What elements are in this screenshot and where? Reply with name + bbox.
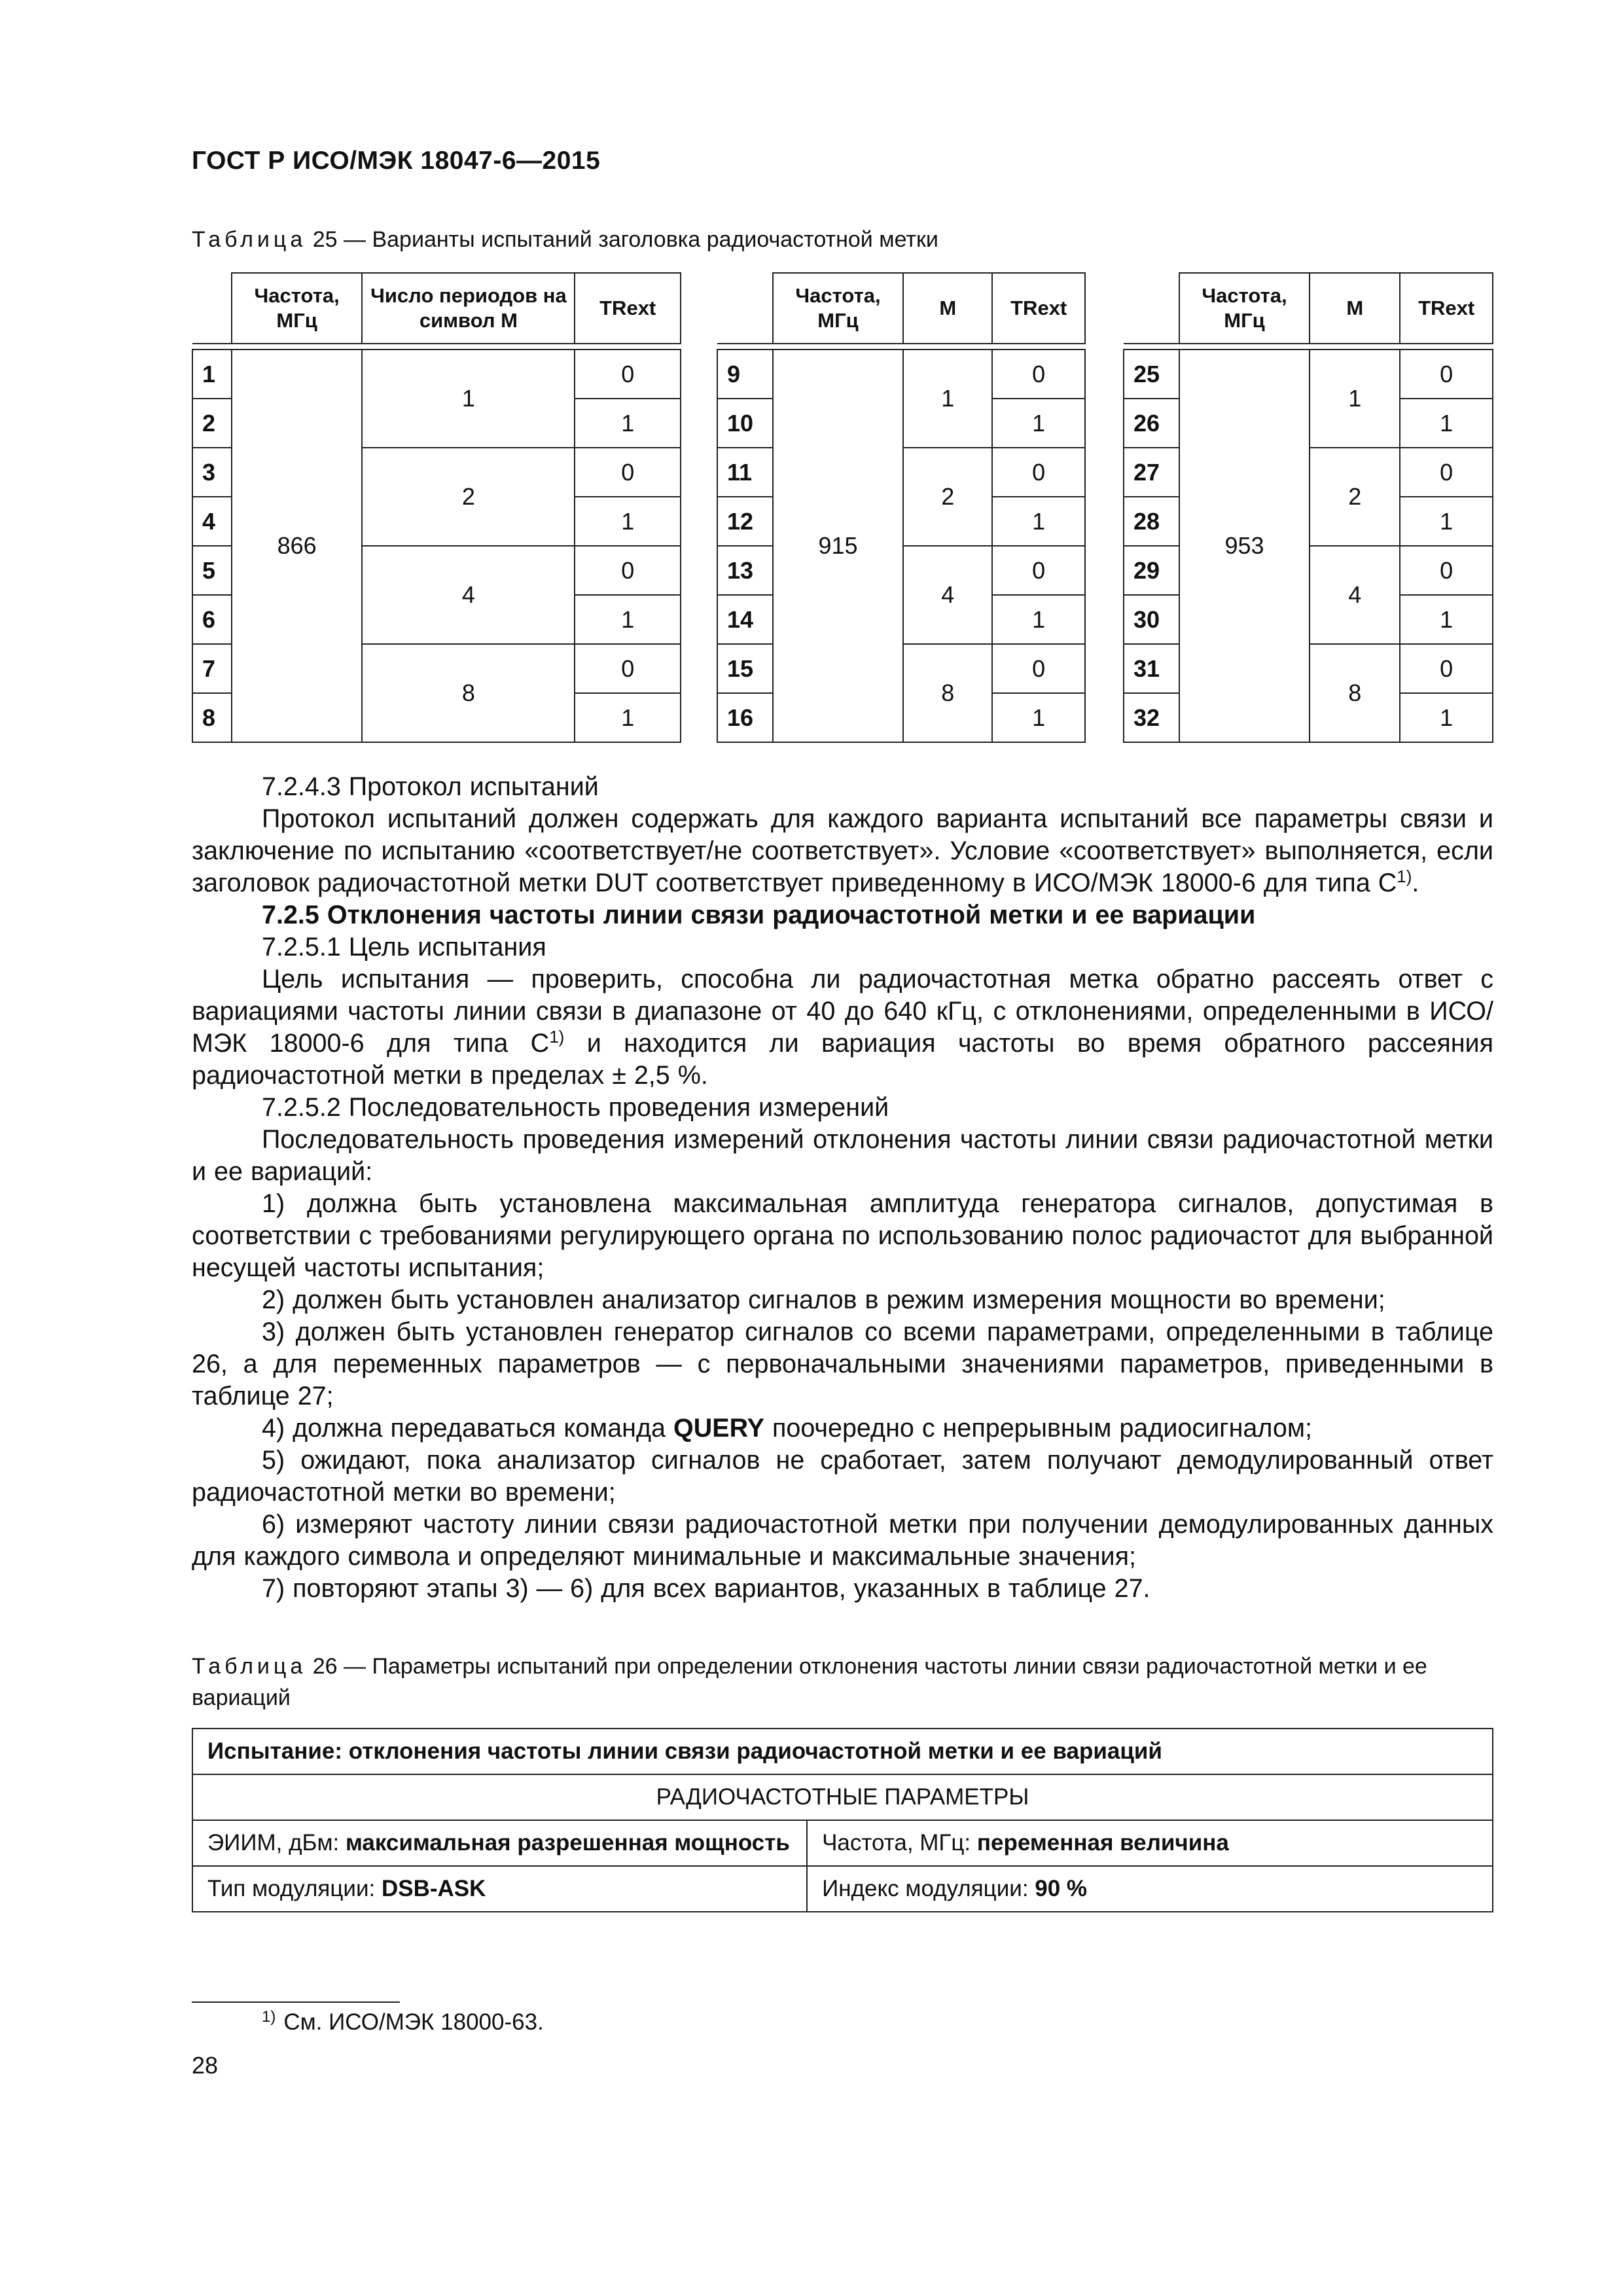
frequency-value: 953 (1179, 350, 1310, 742)
variant-number: 28 (1124, 497, 1179, 546)
section-7-2-5-title: 7.2.5 Отклонения частоты линии связи радиочастотной метки и ее вариации (262, 901, 1256, 929)
modulation-index-cell: Индекс модуляции: 90 % (807, 1866, 1493, 1912)
m-value: 1 (1310, 350, 1400, 448)
table-25-block-1 (192, 272, 681, 743)
m-value: 4 (903, 546, 992, 644)
footnote: $^{1)}$ См. ИСО/МЭК 18000-63. (262, 2008, 544, 2035)
variant-number: 15 (717, 644, 773, 693)
m-value: 4 (1310, 546, 1400, 644)
trext-value: 0 (992, 644, 1085, 693)
section-7-2-5-2-intro: Последовательность проведения измерений отклонения частоты линии связи радиочастотной метки и ее вариаций: (192, 1125, 1493, 1186)
trext-value: 1 (575, 595, 681, 644)
trext-value: 0 (575, 644, 681, 693)
header-trext: TRext (992, 273, 1085, 344)
variant-number: 29 (1124, 546, 1179, 595)
trext-value: 0 (1400, 546, 1493, 595)
trext-value: 1 (992, 693, 1085, 742)
variant-number: 7 (192, 644, 232, 693)
variant-number: 31 (1124, 644, 1179, 693)
footnote-ref: 1) (1397, 867, 1412, 886)
trext-value: 1 (1400, 595, 1493, 644)
variant-number: 14 (717, 595, 773, 644)
section-7-2-5-2-title: 7.2.5.2 Последовательность проведения измерений (262, 1093, 889, 1122)
trext-value: 1 (1400, 693, 1493, 742)
variant-number: 26 (1124, 399, 1179, 448)
frequency-value: 915 (773, 350, 903, 742)
document-header: ГОСТ Р ИСО/МЭК 18047-6—2015 (192, 147, 601, 175)
modulation-type-cell: Тип модуляции: DSB-ASK (192, 1866, 807, 1912)
variant-number: 9 (717, 350, 773, 399)
eirp-cell: ЭИИМ, дБм: максимальная разрешенная мощность (192, 1820, 807, 1866)
step-1: 1) должна быть установлена максимальная амплитуда генератора сигналов, допустимая в соответствии с требованиями регулирующего органа по использованию полос радиочастот для выбранной несущей частоты испытания; (192, 1189, 1493, 1282)
variant-number: 30 (1124, 595, 1179, 644)
variant-number: 3 (192, 448, 232, 497)
header-periods-per-symbol: Число периодов на символ М (362, 273, 575, 344)
table-26-title-row: Испытание: отклонения частоты линии связи радиочастотной метки и ее вариаций (192, 1729, 1493, 1774)
m-value: 4 (362, 546, 575, 644)
footnote-ref: 1) (549, 1027, 565, 1047)
variant-number: 32 (1124, 693, 1179, 742)
step-2: 2) должен быть установлен анализатор сигналов в режим измерения мощности во времени; (262, 1285, 1385, 1314)
trext-value: 0 (992, 546, 1085, 595)
variant-number: 27 (1124, 448, 1179, 497)
table-26 (192, 1728, 1493, 1912)
step-7: 7) повторяют этапы 3) — 6) для всех вариантов, указанных в таблице 27. (262, 1574, 1150, 1603)
header-frequency: Частота, МГц (232, 273, 363, 344)
table-25-block-2 (717, 272, 1086, 743)
m-value: 1 (362, 350, 575, 448)
variant-number: 16 (717, 693, 773, 742)
header-trext: TRext (575, 273, 681, 344)
footnote-divider (192, 2001, 400, 2003)
trext-value: 0 (575, 546, 681, 595)
m-value: 8 (1310, 644, 1400, 742)
header-m: М (1310, 273, 1400, 344)
variant-number: 4 (192, 497, 232, 546)
page-number: 28 (192, 2052, 219, 2079)
trext-value: 0 (1400, 350, 1493, 399)
variant-number: 11 (717, 448, 773, 497)
trext-value: 1 (575, 399, 681, 448)
header-trext: TRext (1400, 273, 1493, 344)
step-5: 5) ожидают, пока анализатор сигналов не сработает, затем получают демодулированный ответ радиочастотной метки во времени; (192, 1446, 1493, 1507)
m-value: 8 (903, 644, 992, 742)
trext-value: 0 (992, 350, 1085, 399)
m-value: 2 (903, 448, 992, 546)
header-frequency: Частота, МГц (1179, 273, 1310, 344)
trext-value: 0 (575, 448, 681, 497)
trext-value: 1 (1400, 399, 1493, 448)
query-command: QUERY (673, 1414, 764, 1443)
section-7-2-5-1-title: 7.2.5.1 Цель испытания (262, 933, 546, 961)
body-text (192, 771, 1493, 1605)
step-6: 6) измеряют частоту линии связи радиочастотной метки при получении демодулированных данных для каждого символа и определяют минимальные и максимальные значения; (192, 1510, 1493, 1571)
trext-value: 0 (1400, 448, 1493, 497)
trext-value: 0 (1400, 644, 1493, 693)
m-value: 1 (903, 350, 992, 448)
trext-value: 1 (992, 595, 1085, 644)
variant-number: 5 (192, 546, 232, 595)
trext-value: 1 (992, 497, 1085, 546)
table-25-block-3 (1123, 272, 1493, 743)
variant-number: 10 (717, 399, 773, 448)
m-value: 8 (362, 644, 575, 742)
trext-value: 1 (575, 693, 681, 742)
section-7-2-4-3-title: 7.2.4.3 Протокол испытаний (262, 772, 599, 801)
trext-value: 1 (992, 399, 1085, 448)
variant-number: 13 (717, 546, 773, 595)
section-7-2-4-3-text: Протокол испытаний должен содержать для каждого варианта испытаний все параметры связи и заключение по испытанию «соответствует/не соответствует». Условие «соответствует» выполняется, если заголовок радиочастотной метки DUT соответствует приведенному в ИСО/МЭК 18000-6 для типа $С^{1)}$. (192, 804, 1493, 897)
table-25-caption: Таблица 25 — Варианты испытаний заголовка радиочастотной метки (192, 227, 938, 252)
variant-number: 6 (192, 595, 232, 644)
variant-number: 8 (192, 693, 232, 742)
trext-value: 0 (992, 448, 1085, 497)
section-7-2-5-1-text: Цель испытания — проверить, способна ли радиочастотная метка обратно рассеять ответ с вариациями частоты линии связи в диапазоне от 40 до 640 кГц, с отклонениями, определенными в ИСО/МЭК 18000-6 для типа $С^{1)}$ и находится ли вариация частоты во время обратного рассеяния радиочастотной метки в пределах ± 2,5 %. (192, 965, 1493, 1090)
m-value: 2 (1310, 448, 1400, 546)
step-3: 3) должен быть установлен генератор сигналов со всеми параметрами, определенными в таблице 26, а для переменных параметров — с первоначальными значениями параметров, приведенными в таблице 27; (192, 1318, 1493, 1410)
header-frequency: Частота, МГц (773, 273, 903, 344)
table-26-caption: Таблица 26 — Параметры испытаний при определении отклонения частоты линии связи радиочастотной метки и ее вариаций (192, 1654, 1427, 1710)
variant-number: 25 (1124, 350, 1179, 399)
variant-number: 2 (192, 399, 232, 448)
trext-value: 1 (1400, 497, 1493, 546)
frequency-cell: Частота, МГц: переменная величина (807, 1820, 1493, 1866)
table-26-section-row: РАДИОЧАСТОТНЫЕ ПАРАМЕТРЫ (192, 1774, 1493, 1820)
trext-value: 1 (575, 497, 681, 546)
m-value: 2 (362, 448, 575, 546)
step-4: 4) должна передаваться команда QUERY поочередно с непрерывным радиосигналом; (262, 1414, 1312, 1443)
header-m: М (903, 273, 992, 344)
trext-value: 0 (575, 350, 681, 399)
frequency-value: 866 (232, 350, 363, 742)
variant-number: 1 (192, 350, 232, 399)
variant-number: 12 (717, 497, 773, 546)
